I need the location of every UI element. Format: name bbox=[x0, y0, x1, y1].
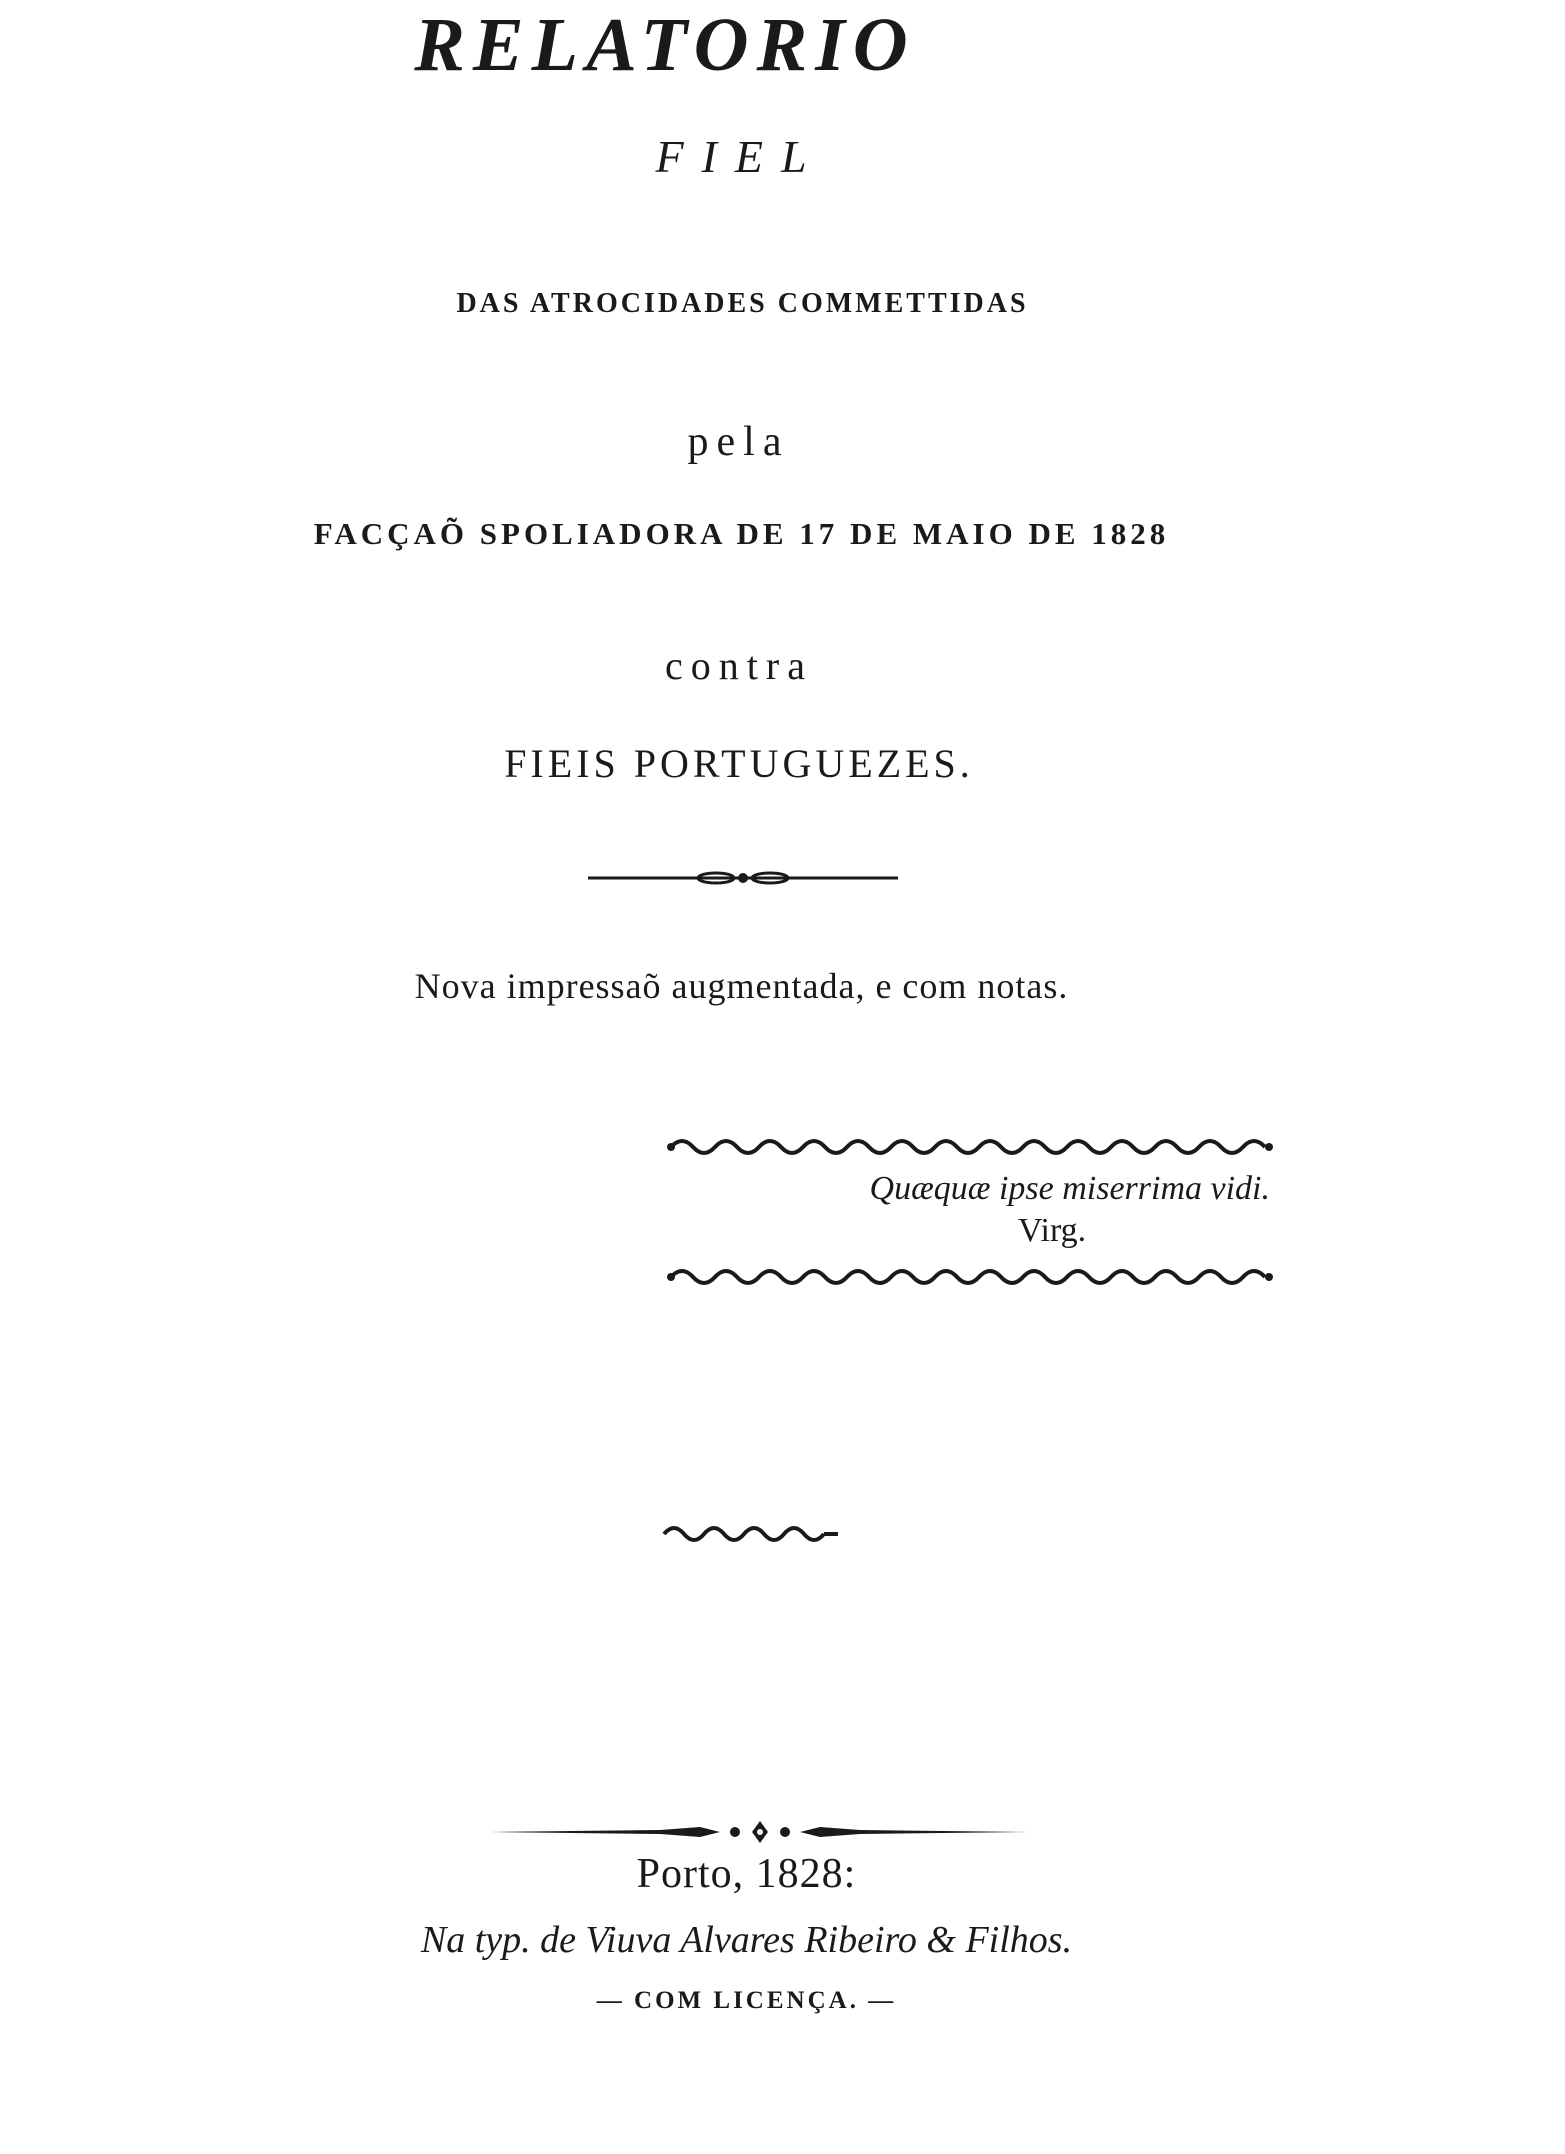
epigraph-quote: Quæquæ ipse miserrima vidi. bbox=[869, 1170, 1270, 1207]
imprint-printer: Na typ. de Viuva Alvares Ribeiro & Filhos. bbox=[420, 1919, 1073, 1961]
edition-note: Nova impressaõ augmentada, e com notas. bbox=[414, 966, 1069, 1006]
ornamental-rule-top bbox=[588, 868, 898, 888]
epigraph-attribution: Virg. bbox=[1018, 1212, 1087, 1249]
title-line-fieis: FIEIS PORTUGUEZES. bbox=[504, 741, 974, 786]
title-line-contra: contra bbox=[665, 643, 813, 688]
ornamental-rule-bottom bbox=[490, 1817, 1030, 1847]
imprint-license: — COM LICENÇA. — bbox=[596, 1987, 897, 2014]
vine-ornament-bottom bbox=[666, 1265, 1276, 1289]
title-line-atrocidades: DAS ATROCIDADES COMMETTIDAS bbox=[456, 288, 1029, 319]
book-title: RELATORIO bbox=[414, 3, 916, 87]
title-line-pela: pela bbox=[687, 419, 790, 465]
squiggle-ornament bbox=[660, 1522, 840, 1544]
vine-ornament-top bbox=[666, 1135, 1276, 1159]
book-subtitle: FIEL bbox=[655, 131, 825, 182]
title-line-faccao: FACÇAÕ SPOLIADORA DE 17 DE MAIO DE 1828 bbox=[313, 516, 1170, 551]
imprint-place-year: Porto, 1828: bbox=[636, 1851, 857, 1897]
